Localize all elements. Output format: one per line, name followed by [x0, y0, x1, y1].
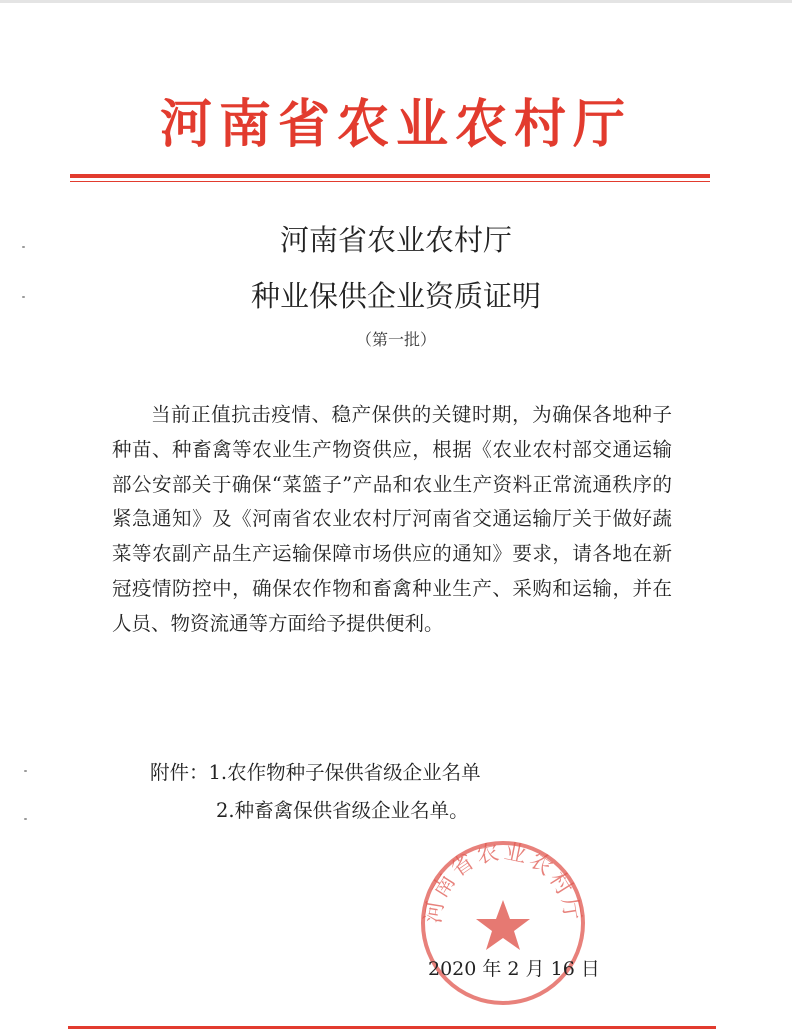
- footer-rule: [68, 1026, 716, 1029]
- attachment-label: 附件：: [150, 761, 209, 784]
- scan-speck: [24, 770, 27, 772]
- doc-batch-label: （第一批）: [355, 330, 436, 349]
- doc-title-line1: 河南省农业农村厅: [279, 223, 512, 257]
- letterhead-rule-thin: [70, 181, 710, 182]
- attachment-row-2: [216, 796, 469, 826]
- issue-date: 2020 年 2 月 16 日: [428, 958, 600, 980]
- letterhead-title: 河南省农业农村厅: [159, 95, 632, 155]
- letterhead-rule-thick: [70, 174, 710, 178]
- page-top-edge: [0, 0, 792, 3]
- seal-text: 河南省农业农村厅: [421, 839, 585, 926]
- attachment-item-1: 1.农作物种子保供省级企业名单: [208, 761, 481, 784]
- body-paragraph: 当前正值抗击疫情、稳产保供的关键时期，为确保各地种子种苗、种畜禽等农业生产物资供应，根据《农业农村部交通运输部公安部关于确保“菜篮子”产品和农业生产资料正常流通秩序的紧急通知》及《河南省农业农村厅河南省交通运输厅关于做好蔬菜等农副产品生产运输保障市场供应的通知》要求，请各地在新冠疫情防控中，确保农作物和畜禽种业生产、采购和运输，并在人员、物资流通等方面给予提供便利。: [112, 403, 672, 635]
- scan-speck: [24, 818, 27, 820]
- doc-title-line2: 种业保供企业资质证明: [250, 279, 541, 313]
- star-icon: [476, 900, 530, 950]
- scan-speck: [22, 246, 25, 248]
- scan-speck: [22, 296, 25, 298]
- attachment-row-1: [150, 758, 481, 788]
- attachment-item-2: 2.种畜禽保供省级企业名单。: [216, 799, 469, 822]
